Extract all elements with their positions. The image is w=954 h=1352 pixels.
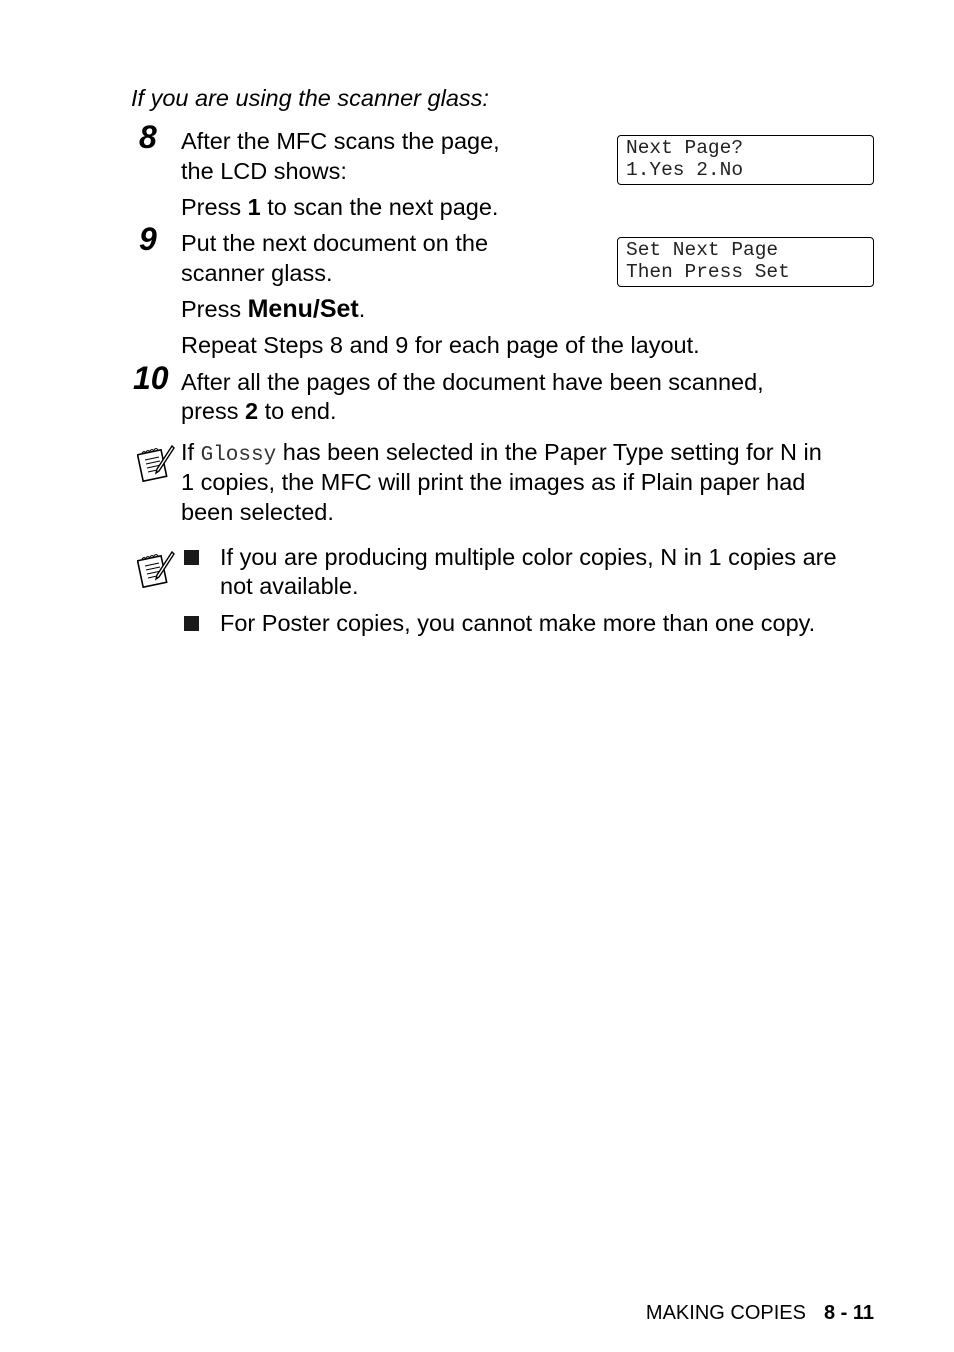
lcd-line-1: Set Next Page (626, 239, 779, 261)
press-suffix: . (358, 296, 366, 322)
footer-section-title: MAKING COPIES (645, 1302, 806, 1324)
lcd-line-1: Next Page? (626, 137, 744, 159)
note-prefix: If (181, 439, 201, 465)
step-9-line-2: scanner glass. (181, 260, 333, 286)
step-8-line-1: After the MFC scans the page, (181, 128, 500, 154)
note-2-bullet-1-line-2: not available. (220, 573, 359, 599)
note-pad-pencil-icon (137, 442, 175, 482)
press-prefix: Press (181, 194, 248, 220)
page-footer (646, 1301, 874, 1325)
note-1-line-2: 1 copies, the MFC will print the images as if Plain paper had (181, 469, 806, 495)
footer-page-number: 8 - 11 (823, 1302, 874, 1324)
step-number-10: 10 (133, 360, 169, 396)
press-suffix: to scan the next page. (260, 194, 499, 220)
note-text: has been selected in the Paper Type setting for N in (276, 439, 822, 465)
key-label: Menu/Set (247, 295, 359, 323)
paper-type-setting-value: Glossy (200, 444, 277, 467)
key-label: 2 (245, 398, 259, 424)
note-pad-pencil-icon (137, 548, 175, 588)
press-prefix: Press (181, 296, 248, 322)
step-9-repeat-note: Repeat Steps 8 and 9 for each page of the layout. (181, 332, 700, 358)
lcd-line-2: 1.Yes 2.No (626, 159, 744, 181)
note-2-bullet-1-line-1: If you are producing multiple color copies, N in 1 copies are (220, 544, 837, 570)
bullet-square (184, 616, 199, 631)
step-8-press-instruction (181, 192, 498, 222)
lcd-display-set-next-page (617, 237, 874, 287)
step-9-press-instruction (181, 294, 365, 324)
step-10-press-instruction (181, 396, 336, 426)
step-number-9: 9 (139, 221, 157, 257)
section-heading: If you are using the scanner glass: (131, 85, 489, 111)
note-1-line-1 (181, 437, 822, 471)
note-1-line-3: been selected. (181, 499, 334, 525)
step-9-line-1: Put the next document on the (181, 230, 489, 256)
key-label: 1 (247, 194, 261, 220)
step-number-8: 8 (139, 119, 157, 155)
note-2-bullet-2: For Poster copies, you cannot make more than one copy. (220, 610, 816, 636)
bullet-square (184, 550, 199, 565)
lcd-display-next-page (617, 135, 874, 185)
step-8-line-2: the LCD shows: (181, 158, 347, 184)
step-10-line-1: After all the pages of the document have been scanned, (181, 369, 764, 395)
lcd-line-2: Then Press Set (626, 261, 790, 283)
press-prefix: press (181, 398, 245, 424)
press-suffix: to end. (258, 398, 337, 424)
